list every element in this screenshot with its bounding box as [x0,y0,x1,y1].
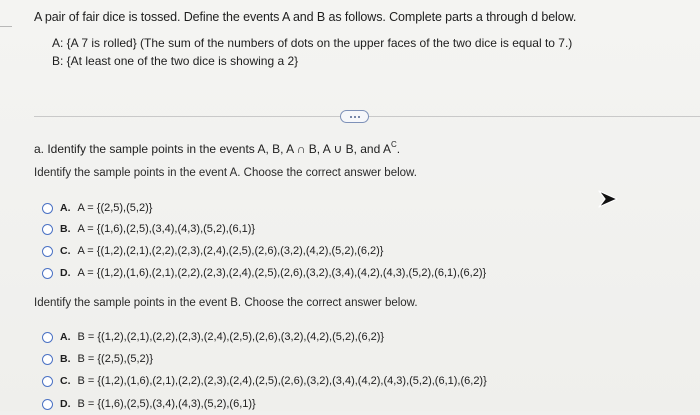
option-letter: A. [60,202,71,214]
option-text: B = {(1,6),(2,5),(3,4),(4,3),(5,2),(6,1)} [77,398,256,410]
option-c-event-b[interactable] [42,375,487,387]
left-rule [0,26,12,27]
complement-superscript: C [390,140,397,149]
option-letter: C. [60,245,71,257]
option-text: A = {(1,2),(1,6),(2,1),(2,2),(2,3),(2,4),(2,5),(2,6),(3,2),(3,4),(4,2),(4,3),(5,2),(6,1),(6,2)} [77,267,487,279]
option-d-event-a[interactable] [42,267,486,279]
option-letter: A. [60,331,71,343]
part-a-prompt [34,141,400,156]
radio-button[interactable] [42,246,53,257]
option-text: A = {(1,2),(2,1),(2,2),(2,3),(2,4),(2,5),(2,6),(3,2),(4,2),(5,2),(6,2)} [77,245,384,257]
option-text: B = {(1,2),(1,6),(2,1),(2,2),(2,3),(2,4),(2,5),(2,6),(3,2),(3,4),(4,2),(4,3),(5,2),(6,1),(6,2)} [77,375,487,387]
bottom-clip [0,411,700,415]
ellipsis-icon-dot [358,116,360,118]
option-letter: B. [60,223,71,235]
option-text: B = {(1,2),(2,1),(2,2),(2,3),(2,4),(2,5),(2,6),(3,2),(4,2),(5,2),(6,2)} [77,331,385,343]
radio-button[interactable] [42,224,53,235]
question-intro: A pair of fair dice is tossed. Define the events A and B as follows. Complete parts a through d below. [34,10,577,24]
option-a-event-a[interactable] [42,202,152,214]
option-b-event-b[interactable] [42,353,153,365]
part-a-prompt-end: . [396,142,401,156]
instruction-event-b: Identify the sample points in the event B. Choose the correct answer below. [34,297,418,309]
radio-button[interactable] [42,332,53,343]
event-b-definition: B: {At least one of the two dice is showing a 2} [52,54,299,68]
radio-button[interactable] [42,203,53,214]
part-a-prompt-text: a. Identify the sample points in the events A, B, A ∩ B, A ∪ B, and A [34,142,391,156]
ellipsis-icon [350,116,352,118]
option-c-event-a[interactable] [42,245,383,257]
mouse-cursor-icon [596,188,618,210]
option-text: A = {(1,6),(2,5),(3,4),(4,3),(5,2),(6,1)} [77,223,256,235]
ellipsis-icon-dot [354,116,356,118]
radio-button[interactable] [42,399,53,410]
option-d-event-b[interactable] [42,398,256,410]
option-text: B = {(2,5),(5,2)} [77,353,154,365]
option-letter: D. [60,267,71,279]
option-letter: C. [60,375,71,387]
radio-button[interactable] [42,268,53,279]
instruction-event-a: Identify the sample points in the event A. Choose the correct answer below. [34,167,417,179]
radio-button[interactable] [42,376,53,387]
option-letter: D. [60,398,71,410]
option-letter: B. [60,353,71,365]
event-a-definition: A: {A 7 is rolled} (The sum of the numbers of dots on the upper faces of the two dice is equal to 7.) [52,36,573,50]
option-b-event-a[interactable] [42,223,255,235]
option-text: A = {(2,5),(5,2)} [77,202,153,214]
radio-button[interactable] [42,354,53,365]
more-button[interactable] [340,110,369,123]
option-a-event-b[interactable] [42,331,384,343]
